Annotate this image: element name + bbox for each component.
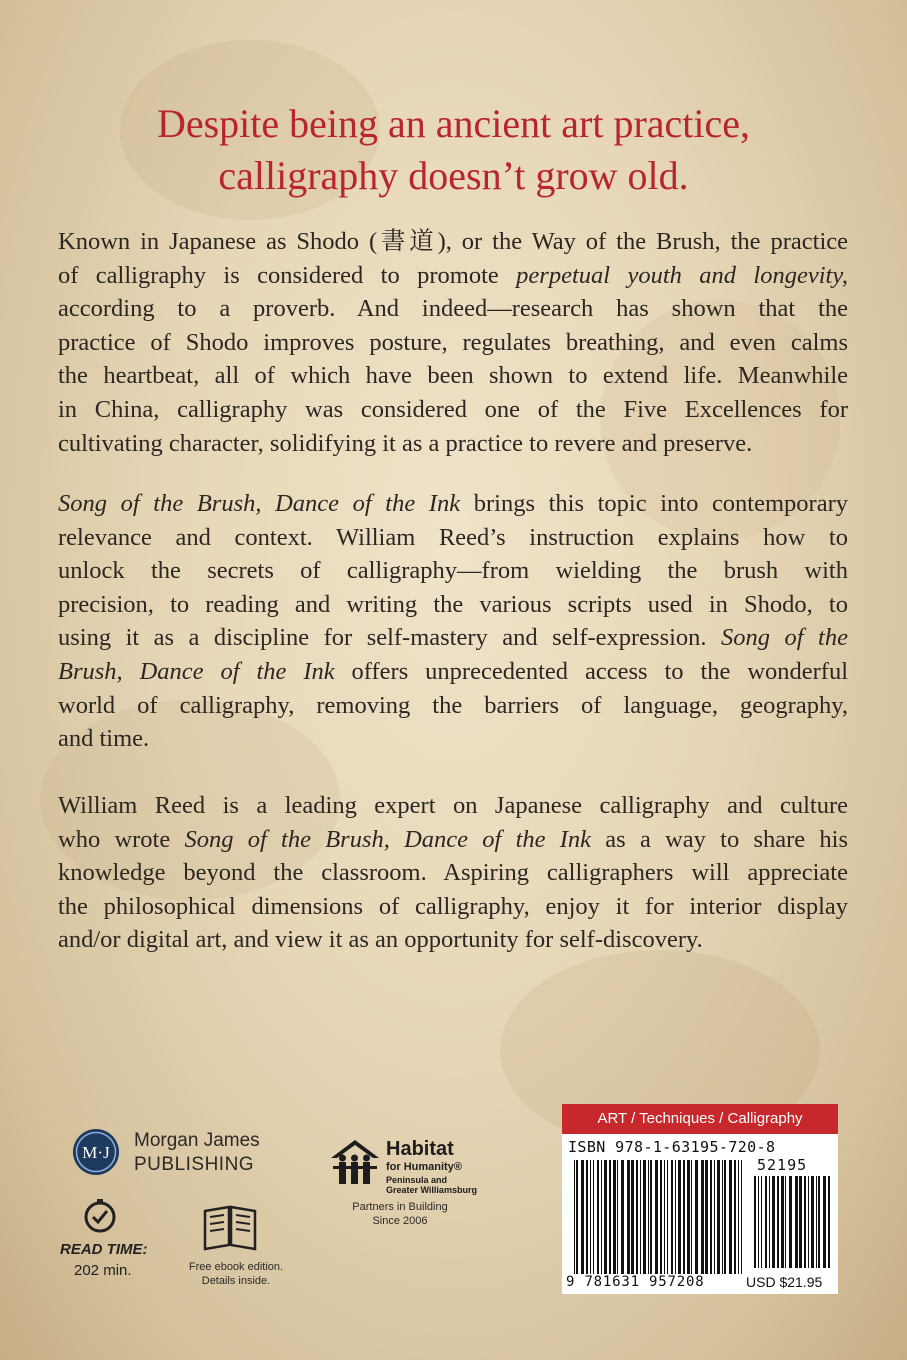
barcode-bar [675,1160,676,1274]
barcode-bar [604,1160,607,1274]
barcode-bar [804,1176,806,1268]
ebook-note: Free ebook edition. [188,1261,284,1273]
barcode-bar [678,1160,681,1274]
barcode-bar [667,1160,668,1274]
paragraph-line: and time. [58,725,150,753]
barcode-bar [683,1160,685,1274]
habitat-location: Peninsula and [386,1175,448,1185]
barcode-bar [590,1160,591,1274]
barcode-bar [648,1160,649,1274]
paragraph-line: unlock the secrets of calligraphy—from wielding the brush with [58,557,848,585]
barcode-bar [613,1160,616,1274]
habitat-location: Greater Williamsburg [386,1185,477,1195]
text-segment: using it as a discipline for self-mastery and self-expression. [58,624,722,652]
paragraph-line: according to a proverb. And indeed—research has shown that the [58,295,848,323]
barcode-bar [717,1160,720,1274]
barcode-bar [593,1160,594,1274]
barcode-bar [627,1160,630,1274]
paragraph-line [58,655,848,689]
headline [40,98,867,202]
book-title: Song of the Brush, Dance of the Ink [58,490,461,517]
publisher-subtitle: PUBLISHING [134,1154,255,1175]
barcode-bar [722,1160,723,1274]
barcode-bar [655,1160,658,1274]
barcode-bar [576,1160,578,1274]
barcode-bar [799,1176,802,1268]
isbn-text: ISBN 978-1-63195-720-8 [568,1138,776,1156]
barcode-bar [741,1160,742,1274]
barcode-bar [687,1160,690,1274]
habitat-subtitle: for Humanity® [386,1161,462,1173]
paragraph-line [58,621,848,655]
barcode-bar [724,1160,726,1274]
book-title: Brush, Dance of the Ink [58,657,335,685]
publisher-name: Morgan James [134,1130,260,1151]
morgan-james-logo-icon [72,1128,120,1176]
paragraph-line: William Reed is a leading expert on Japanese calligraphy and culture [58,792,848,819]
headline-line-1: Despite being an ancient art practice, [156,101,751,146]
barcode-digits: 9 781631 957208 [566,1274,705,1290]
barcode-bar [714,1160,715,1274]
barcode-bar [761,1176,762,1268]
barcode-bar [729,1160,732,1274]
read-time-value: 202 min. [74,1262,132,1279]
paragraph-line: precision, to reading and writing the various scripts used in Shodo, to [58,590,848,618]
barcode-bar [754,1176,756,1268]
barcode-bar [734,1160,736,1274]
barcode-bar [811,1176,814,1268]
barcode-bar [631,1160,634,1274]
price-code: 52195 [757,1156,808,1174]
barcode-bar [772,1176,775,1268]
barcode-bar [586,1160,588,1274]
barcode-bar [636,1160,638,1274]
barcode-bar [640,1160,641,1274]
logo-letters: M·J [82,1143,110,1162]
barcode-bar [695,1160,698,1274]
barcode-bar [795,1176,798,1268]
paragraph-line: the heartbeat, all of which have been shown to extend life. Meanwhile [58,362,848,390]
barcode-bar [710,1160,712,1274]
barcode-bar [609,1160,611,1274]
paragraph-line: practice of Shodo improves posture, regulates breathing, and even calms [58,328,848,356]
barcode-bar [664,1160,665,1274]
barcode-bar [691,1160,692,1274]
description-paragraph-2 [58,487,848,756]
barcode-bar [758,1176,759,1268]
text-segment: brings this topic into contemporary [460,490,848,517]
paragraph-line: world of calligraphy, removing the barriers of language, geography, [58,691,848,719]
clock-icon [82,1198,118,1234]
barcode-bar [789,1176,792,1268]
paragraph-line: in China, calligraphy was considered one of the Five Excellences for [58,395,848,423]
book-title: Song of the Brush, Dance of the Ink [184,825,592,853]
barcode-bar [701,1160,704,1274]
paragraph-line: relevance and context. William Reed’s instruction explains how to [58,523,848,551]
barcode-bar [617,1160,618,1274]
barcode-bar [601,1160,602,1274]
barcode-bar [597,1160,599,1274]
barcode-bar [643,1160,646,1274]
paragraph-line: Known in Japanese as Shodo (書道), or the Way of the Brush, the practice [58,228,848,255]
book-title: Song of the [721,624,848,652]
barcode-bar [769,1176,770,1268]
paragraph-line: cultivating character, solidifying it as a practice to revere and preserve. [58,429,753,457]
paragraph-line [58,259,848,293]
barcode-bar [785,1176,786,1268]
barcode-bar [621,1160,624,1274]
italic-phrase: perpetual youth and longevity, [516,261,848,289]
text-segment: who wrote [58,825,185,853]
paragraph-line: and/or digital art, and view it as an opportunity for self-discovery. [58,926,703,954]
headline-line-2: calligraphy doesn’t grow old. [218,153,689,198]
barcode-bar [816,1176,817,1268]
barcode-bar [818,1176,820,1268]
author-paragraph [58,789,848,957]
barcode-bar [823,1176,826,1268]
barcode-bar [574,1160,575,1274]
barcode-bar [781,1176,784,1268]
barcode-bar [828,1176,830,1268]
barcode-bar [650,1160,652,1274]
barcode-bar [671,1160,673,1274]
price: USD $21.95 [746,1274,823,1290]
habitat-for-humanity-icon [325,1132,385,1192]
open-book-icon [201,1203,259,1251]
partners-text: Since 2006 [372,1215,428,1227]
barcode-bar [808,1176,809,1268]
text-segment: of calligraphy is considered to promote [58,261,517,289]
paragraph-line: knowledge beyond the classroom. Aspiring calligraphers will appreciate [58,859,848,887]
habitat-title: Habitat [386,1138,454,1160]
partners-text: Partners in Building [352,1201,448,1213]
description-paragraph-1 [58,225,848,460]
barcode-bar [738,1160,739,1274]
barcode-bar [705,1160,708,1274]
paragraph-line [58,823,848,857]
barcode-bar [765,1176,767,1268]
paragraph-line: the philosophical dimensions of calligraphy, enjoy it for interior display [58,892,848,920]
barcode-box [562,1134,838,1294]
barcode-bar [581,1160,584,1274]
text-segment: offers unprecedented access to the wonderful [334,657,849,685]
barcode-bar [777,1176,779,1268]
barcode-bar [660,1160,662,1274]
paragraph-line [58,487,848,521]
text-segment: as a way to share his [591,825,848,853]
category-label: ART / Techniques / Calligraphy [562,1104,838,1134]
ebook-note: Details inside. [201,1275,271,1287]
read-time-label: READ TIME: [60,1241,148,1258]
